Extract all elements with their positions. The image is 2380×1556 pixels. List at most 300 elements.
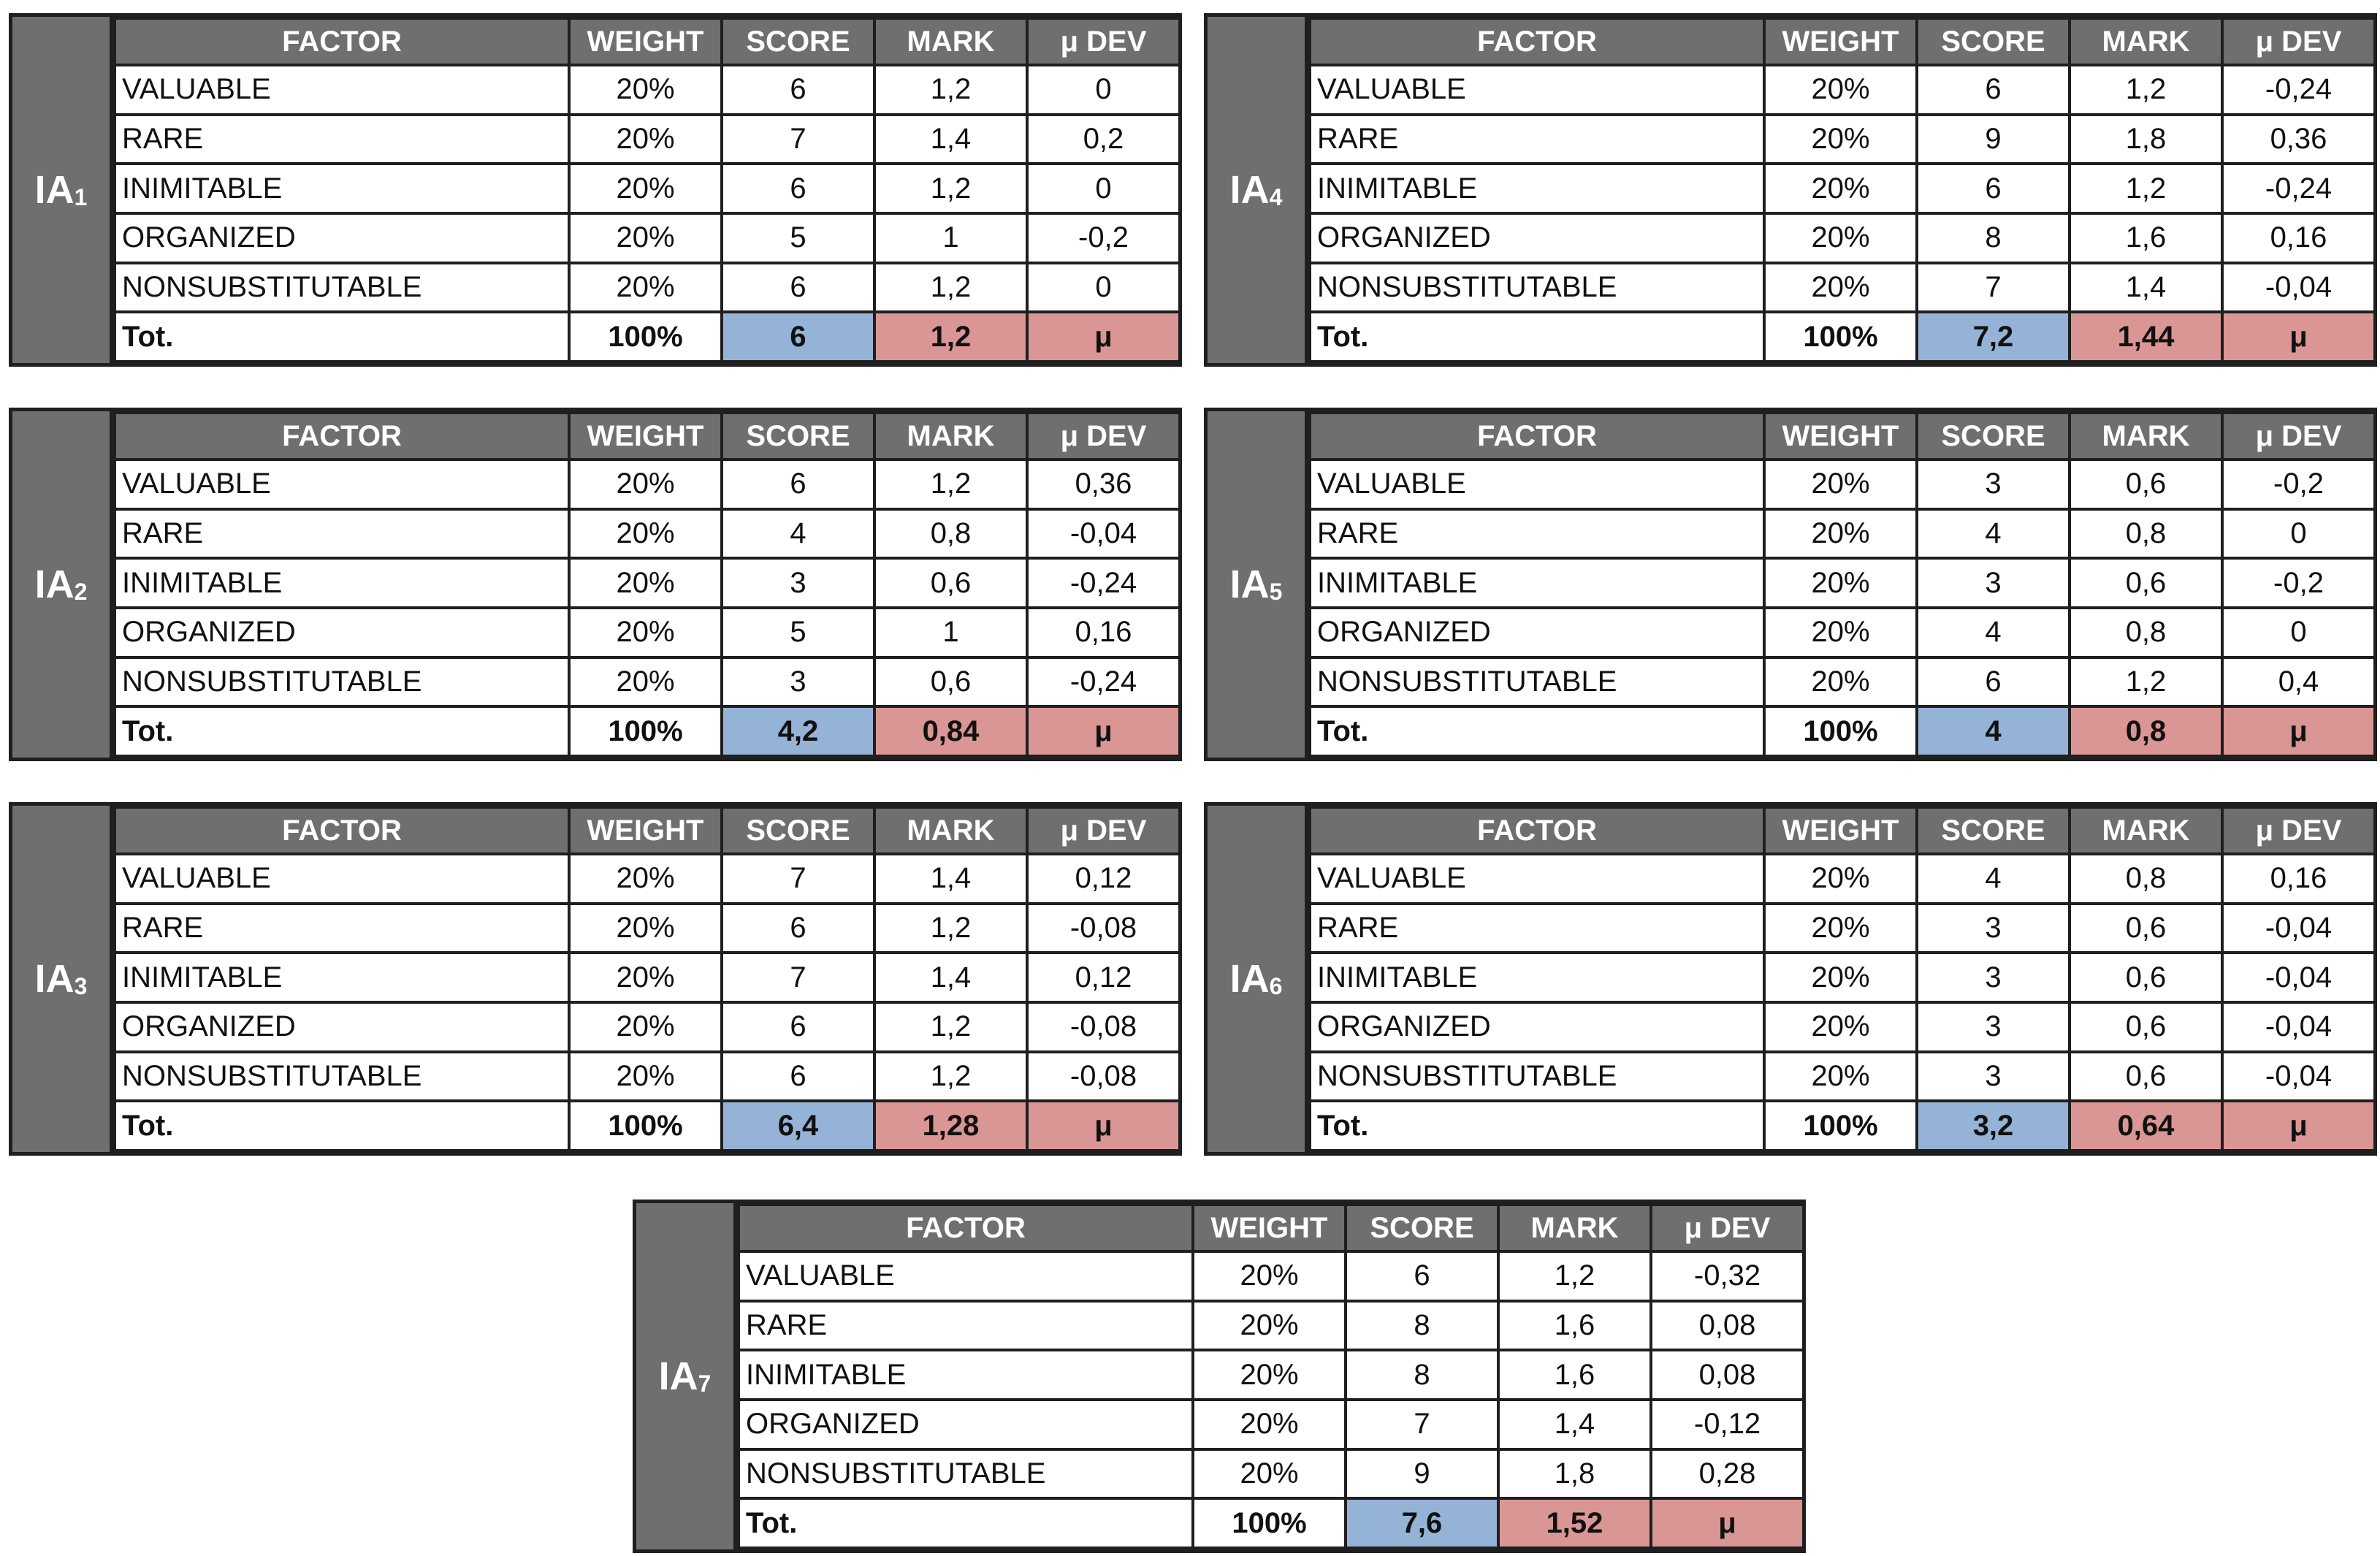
cell-score: 6 (1917, 164, 2070, 213)
cell-dev: -0,2 (2222, 459, 2375, 509)
total-mark: 0,84 (874, 706, 1027, 756)
block-label (1208, 411, 1308, 758)
cell-factor: NONSUBSTITUTABLE (115, 263, 569, 313)
cell-dev: 0 (1027, 263, 1180, 313)
cell-weight: 20% (1764, 657, 1917, 707)
cell-factor: RARE (115, 904, 569, 953)
cell-weight: 20% (569, 1052, 722, 1102)
cell-score: 3 (1917, 904, 2070, 953)
cell-factor: ORGANIZED (1310, 1002, 1764, 1052)
cell-dev: -0,08 (1027, 1002, 1180, 1052)
cell-dev: 0,36 (2222, 115, 2375, 164)
cell-factor: VALUABLE (115, 65, 569, 115)
cell-weight: 20% (1193, 1400, 1346, 1449)
header-dev: μ DEV (1027, 413, 1180, 459)
block-label-text: IA (1229, 957, 1270, 1001)
cell-weight: 20% (1764, 904, 1917, 953)
cell-mark: 1,4 (874, 854, 1027, 904)
header-weight: WEIGHT (569, 413, 722, 459)
table-row (115, 65, 1180, 115)
cell-factor: INIMITABLE (739, 1350, 1193, 1400)
header-factor: FACTOR (739, 1205, 1193, 1251)
block-label-subscript: 3 (74, 972, 88, 999)
cell-dev: -0,04 (2222, 263, 2375, 313)
factor-table (113, 411, 1181, 758)
header-weight: WEIGHT (1764, 413, 1917, 459)
cell-dev: -0,2 (2222, 558, 2375, 608)
cell-mark: 1,2 (874, 263, 1027, 313)
total-weight: 100% (569, 706, 722, 756)
cell-score: 8 (1346, 1301, 1498, 1351)
cell-dev: 0 (1027, 65, 1180, 115)
cell-weight: 20% (569, 65, 722, 115)
cell-factor: NONSUBSTITUTABLE (739, 1449, 1193, 1499)
cell-factor: INIMITABLE (115, 164, 569, 213)
total-row (115, 706, 1180, 756)
cell-mark: 1,2 (874, 164, 1027, 213)
table-row (115, 558, 1180, 608)
cell-dev: 0,16 (2222, 213, 2375, 263)
total-row (115, 1101, 1180, 1151)
block-label-text: IA (658, 1354, 698, 1398)
header-factor: FACTOR (1310, 807, 1764, 854)
cell-weight: 20% (569, 263, 722, 313)
cell-dev: -0,32 (1651, 1251, 1804, 1301)
cell-factor: NONSUBSTITUTABLE (115, 657, 569, 707)
cell-mark: 1,2 (874, 1052, 1027, 1102)
cell-dev: -0,12 (1651, 1400, 1804, 1449)
cell-factor: INIMITABLE (1310, 558, 1764, 608)
cell-weight: 20% (569, 904, 722, 953)
cell-factor: VALUABLE (1310, 459, 1764, 509)
cell-weight: 20% (569, 213, 722, 263)
cell-mark: 0,8 (874, 509, 1027, 559)
cell-factor: RARE (115, 509, 569, 559)
cell-dev: 0,36 (1027, 459, 1180, 509)
cell-dev: -0,24 (1027, 657, 1180, 707)
block-label-text: IA (1229, 562, 1270, 606)
header-mark: MARK (874, 413, 1027, 459)
cell-dev: 0 (2222, 509, 2375, 559)
total-dev: μ (1651, 1498, 1804, 1548)
cell-weight: 20% (1764, 953, 1917, 1002)
cell-weight: 20% (1764, 558, 1917, 608)
cell-score: 6 (722, 1002, 874, 1052)
cell-factor: ORGANIZED (115, 1002, 569, 1052)
total-mark: 1,44 (2070, 312, 2222, 362)
header-mark: MARK (2070, 807, 2222, 854)
ia-table-block-7 (633, 1200, 1806, 1553)
total-weight: 100% (569, 1101, 722, 1151)
table-row (115, 263, 1180, 313)
table-header-row (1310, 807, 2375, 854)
table-row (739, 1350, 1804, 1400)
cell-factor: RARE (1310, 509, 1764, 559)
table-row (115, 115, 1180, 164)
block-label-subscript: 1 (74, 183, 88, 210)
cell-weight: 20% (569, 953, 722, 1002)
cell-weight: 20% (1764, 1002, 1917, 1052)
cell-factor: ORGANIZED (739, 1400, 1193, 1449)
header-dev: μ DEV (1027, 807, 1180, 854)
total-mark: 1,52 (1498, 1498, 1651, 1548)
header-weight: WEIGHT (1193, 1205, 1346, 1251)
cell-dev: 0 (1027, 164, 1180, 213)
table-row (1310, 854, 2375, 904)
cell-dev: 0,12 (1027, 854, 1180, 904)
total-weight: 100% (569, 312, 722, 362)
total-label: Tot. (1310, 312, 1764, 362)
cell-weight: 20% (569, 657, 722, 707)
cell-mark: 1,2 (2070, 657, 2222, 707)
total-label: Tot. (115, 706, 569, 756)
table-row (1310, 1052, 2375, 1102)
cell-dev: 0,12 (1027, 953, 1180, 1002)
cell-score: 9 (1346, 1449, 1498, 1499)
cell-weight: 20% (1193, 1449, 1346, 1499)
cell-factor: NONSUBSTITUTABLE (1310, 263, 1764, 313)
cell-dev: -0,24 (2222, 65, 2375, 115)
cell-dev: -0,04 (2222, 904, 2375, 953)
cell-factor: VALUABLE (1310, 854, 1764, 904)
cell-factor: RARE (1310, 904, 1764, 953)
cell-dev: -0,24 (1027, 558, 1180, 608)
table-row (115, 164, 1180, 213)
table-row (115, 854, 1180, 904)
cell-score: 6 (722, 459, 874, 509)
cell-weight: 20% (1193, 1350, 1346, 1400)
cell-mark: 1,2 (874, 1002, 1027, 1052)
table-row (1310, 213, 2375, 263)
cell-factor: RARE (739, 1301, 1193, 1351)
table-header-row (115, 807, 1180, 854)
total-row (1310, 706, 2375, 756)
cell-score: 9 (1917, 115, 2070, 164)
cell-score: 3 (1917, 953, 2070, 1002)
cell-mark: 0,6 (2070, 558, 2222, 608)
table-row (115, 1002, 1180, 1052)
cell-weight: 20% (1764, 1052, 1917, 1102)
total-score: 4,2 (722, 706, 874, 756)
cell-mark: 1 (874, 213, 1027, 263)
total-row (1310, 1101, 2375, 1151)
cell-score: 6 (722, 164, 874, 213)
cell-weight: 20% (569, 115, 722, 164)
cell-score: 7 (1346, 1400, 1498, 1449)
table-row (115, 657, 1180, 707)
header-score: SCORE (1917, 18, 2070, 65)
cell-mark: 0,8 (2070, 509, 2222, 559)
cell-dev: -0,04 (2222, 1052, 2375, 1102)
cell-factor: INIMITABLE (1310, 164, 1764, 213)
cell-score: 6 (722, 263, 874, 313)
table-row (1310, 657, 2375, 707)
cell-score: 7 (722, 115, 874, 164)
cell-weight: 20% (569, 558, 722, 608)
cell-factor: RARE (115, 115, 569, 164)
ia-table-block-2 (9, 408, 1182, 761)
cell-mark: 1,2 (874, 459, 1027, 509)
ia-table-block-6 (1204, 802, 2377, 1156)
block-label-subscript: 7 (698, 1370, 712, 1397)
table-row (1310, 263, 2375, 313)
cell-factor: NONSUBSTITUTABLE (1310, 657, 1764, 707)
total-dev: μ (1027, 312, 1180, 362)
cell-score: 4 (722, 509, 874, 559)
factor-table (1308, 17, 2376, 363)
cell-factor: NONSUBSTITUTABLE (115, 1052, 569, 1102)
table-header-row (115, 18, 1180, 65)
total-mark: 0,8 (2070, 706, 2222, 756)
header-factor: FACTOR (1310, 18, 1764, 65)
cell-weight: 20% (569, 854, 722, 904)
cell-dev: 0,08 (1651, 1301, 1804, 1351)
cell-weight: 20% (1193, 1251, 1346, 1301)
cell-mark: 1,2 (1498, 1251, 1651, 1301)
header-mark: MARK (1498, 1205, 1651, 1251)
ia-table-block-1 (9, 13, 1182, 367)
cell-mark: 1,6 (1498, 1301, 1651, 1351)
cell-mark: 1,2 (2070, 164, 2222, 213)
factor-table (1308, 411, 2376, 758)
total-score: 7,2 (1917, 312, 2070, 362)
total-weight: 100% (1764, 312, 1917, 362)
total-label: Tot. (115, 1101, 569, 1151)
total-dev: μ (2222, 1101, 2375, 1151)
header-factor: FACTOR (115, 18, 569, 65)
cell-weight: 20% (569, 459, 722, 509)
cell-mark: 0,6 (2070, 953, 2222, 1002)
cell-mark: 0,8 (2070, 854, 2222, 904)
cell-weight: 20% (569, 164, 722, 213)
table-row (115, 459, 1180, 509)
block-label (1208, 17, 1308, 363)
cell-dev: 0,16 (1027, 608, 1180, 657)
cell-factor: VALUABLE (1310, 65, 1764, 115)
total-weight: 100% (1193, 1498, 1346, 1548)
cell-mark: 1,4 (874, 115, 1027, 164)
total-score: 4 (1917, 706, 2070, 756)
cell-factor: INIMITABLE (1310, 953, 1764, 1002)
table-row (115, 953, 1180, 1002)
table-row (739, 1449, 1804, 1499)
cell-score: 6 (1917, 65, 2070, 115)
factor-table (1308, 806, 2376, 1152)
header-mark: MARK (874, 807, 1027, 854)
ia-table-block-3 (9, 802, 1182, 1156)
table-row (115, 509, 1180, 559)
header-dev: μ DEV (2222, 18, 2375, 65)
factor-table (113, 806, 1181, 1152)
table-row (739, 1301, 1804, 1351)
total-label: Tot. (1310, 1101, 1764, 1151)
cell-factor: INIMITABLE (115, 558, 569, 608)
cell-weight: 20% (1764, 509, 1917, 559)
total-dev: μ (1027, 1101, 1180, 1151)
table-header-row (115, 413, 1180, 459)
block-label-text: IA (34, 957, 75, 1001)
cell-weight: 20% (1764, 608, 1917, 657)
cell-score: 3 (722, 558, 874, 608)
cell-dev: 0 (2222, 608, 2375, 657)
cell-score: 4 (1917, 854, 2070, 904)
total-row (739, 1498, 1804, 1548)
table-row (115, 213, 1180, 263)
table-row (1310, 65, 2375, 115)
table-row (1310, 509, 2375, 559)
cell-dev: 0,28 (1651, 1449, 1804, 1499)
cell-weight: 20% (1764, 65, 1917, 115)
total-mark: 1,28 (874, 1101, 1027, 1151)
cell-mark: 1,2 (874, 904, 1027, 953)
cell-mark: 0,8 (2070, 608, 2222, 657)
cell-score: 6 (1917, 657, 2070, 707)
total-score: 6,4 (722, 1101, 874, 1151)
cell-score: 3 (1917, 459, 2070, 509)
cell-mark: 1,6 (2070, 213, 2222, 263)
total-weight: 100% (1764, 1101, 1917, 1151)
header-weight: WEIGHT (1764, 807, 1917, 854)
total-score: 3,2 (1917, 1101, 2070, 1151)
cell-score: 5 (722, 608, 874, 657)
cell-dev: -0,04 (2222, 953, 2375, 1002)
table-row (115, 608, 1180, 657)
cell-factor: ORGANIZED (115, 608, 569, 657)
header-factor: FACTOR (1310, 413, 1764, 459)
block-label (12, 806, 113, 1152)
table-row (1310, 1002, 2375, 1052)
total-label: Tot. (739, 1498, 1193, 1548)
table-row (1310, 904, 2375, 953)
cell-mark: 1 (874, 608, 1027, 657)
cell-factor: VALUABLE (115, 459, 569, 509)
cell-score: 6 (722, 1052, 874, 1102)
cell-weight: 20% (1193, 1301, 1346, 1351)
cell-weight: 20% (1764, 115, 1917, 164)
header-dev: μ DEV (2222, 413, 2375, 459)
cell-mark: 1,4 (1498, 1400, 1651, 1449)
header-factor: FACTOR (115, 413, 569, 459)
cell-mark: 1,2 (874, 65, 1027, 115)
total-dev: μ (2222, 312, 2375, 362)
total-weight: 100% (1764, 706, 1917, 756)
table-header-row (1310, 18, 2375, 65)
cell-weight: 20% (569, 509, 722, 559)
cell-dev: -0,08 (1027, 904, 1180, 953)
cell-mark: 0,6 (874, 657, 1027, 707)
ia-table-block-5 (1204, 408, 2377, 761)
table-row (1310, 953, 2375, 1002)
cell-mark: 0,6 (2070, 1052, 2222, 1102)
factor-table (737, 1203, 1805, 1549)
header-mark: MARK (2070, 18, 2222, 65)
cell-factor: ORGANIZED (1310, 608, 1764, 657)
cell-score: 7 (722, 953, 874, 1002)
cell-score: 6 (1346, 1251, 1498, 1301)
cell-weight: 20% (569, 608, 722, 657)
cell-score: 3 (722, 657, 874, 707)
block-label (636, 1203, 737, 1549)
header-weight: WEIGHT (569, 807, 722, 854)
header-weight: WEIGHT (1764, 18, 1917, 65)
cell-score: 5 (722, 213, 874, 263)
cell-dev: -0,08 (1027, 1052, 1180, 1102)
header-dev: μ DEV (1651, 1205, 1804, 1251)
cell-mark: 0,6 (2070, 459, 2222, 509)
header-score: SCORE (1917, 807, 2070, 854)
header-dev: μ DEV (2222, 807, 2375, 854)
block-label-subscript: 5 (1269, 578, 1283, 605)
table-header-row (1310, 413, 2375, 459)
header-score: SCORE (722, 413, 874, 459)
table-row (739, 1251, 1804, 1301)
table-row (115, 1052, 1180, 1102)
cell-mark: 1,8 (1498, 1449, 1651, 1499)
total-label: Tot. (1310, 706, 1764, 756)
cell-factor: NONSUBSTITUTABLE (1310, 1052, 1764, 1102)
block-label-subscript: 2 (74, 578, 88, 605)
cell-dev: 0,16 (2222, 854, 2375, 904)
total-dev: μ (2222, 706, 2375, 756)
table-row (1310, 608, 2375, 657)
block-label (12, 17, 113, 363)
total-label: Tot. (115, 312, 569, 362)
header-mark: MARK (2070, 413, 2222, 459)
cell-dev: -0,2 (1027, 213, 1180, 263)
cell-weight: 20% (1764, 459, 1917, 509)
header-score: SCORE (1346, 1205, 1498, 1251)
total-row (1310, 312, 2375, 362)
total-row (115, 312, 1180, 362)
cell-score: 6 (722, 65, 874, 115)
cell-mark: 1,4 (2070, 263, 2222, 313)
cell-score: 4 (1917, 509, 2070, 559)
table-row (1310, 164, 2375, 213)
header-dev: μ DEV (1027, 18, 1180, 65)
block-label-subscript: 4 (1269, 183, 1283, 210)
table-row (115, 904, 1180, 953)
total-score: 6 (722, 312, 874, 362)
block-label (1208, 806, 1308, 1152)
cell-weight: 20% (1764, 263, 1917, 313)
cell-factor: VALUABLE (739, 1251, 1193, 1301)
header-factor: FACTOR (115, 807, 569, 854)
cell-dev: 0,08 (1651, 1350, 1804, 1400)
cell-mark: 1,2 (2070, 65, 2222, 115)
total-dev: μ (1027, 706, 1180, 756)
header-score: SCORE (722, 807, 874, 854)
cell-factor: ORGANIZED (1310, 213, 1764, 263)
cell-dev: -0,04 (1027, 509, 1180, 559)
block-label-text: IA (1229, 168, 1270, 212)
table-row (1310, 459, 2375, 509)
cell-factor: RARE (1310, 115, 1764, 164)
cell-mark: 0,6 (2070, 1002, 2222, 1052)
cell-score: 3 (1917, 1002, 2070, 1052)
block-label-text: IA (34, 562, 75, 606)
total-mark: 0,64 (2070, 1101, 2222, 1151)
header-weight: WEIGHT (569, 18, 722, 65)
cell-mark: 0,6 (874, 558, 1027, 608)
total-mark: 1,2 (874, 312, 1027, 362)
cell-dev: -0,24 (2222, 164, 2375, 213)
cell-score: 6 (722, 904, 874, 953)
block-label-text: IA (34, 168, 75, 212)
table-header-row (739, 1205, 1804, 1251)
cell-dev: -0,04 (2222, 1002, 2375, 1052)
cell-score: 3 (1917, 1052, 2070, 1102)
cell-mark: 1,6 (1498, 1350, 1651, 1400)
